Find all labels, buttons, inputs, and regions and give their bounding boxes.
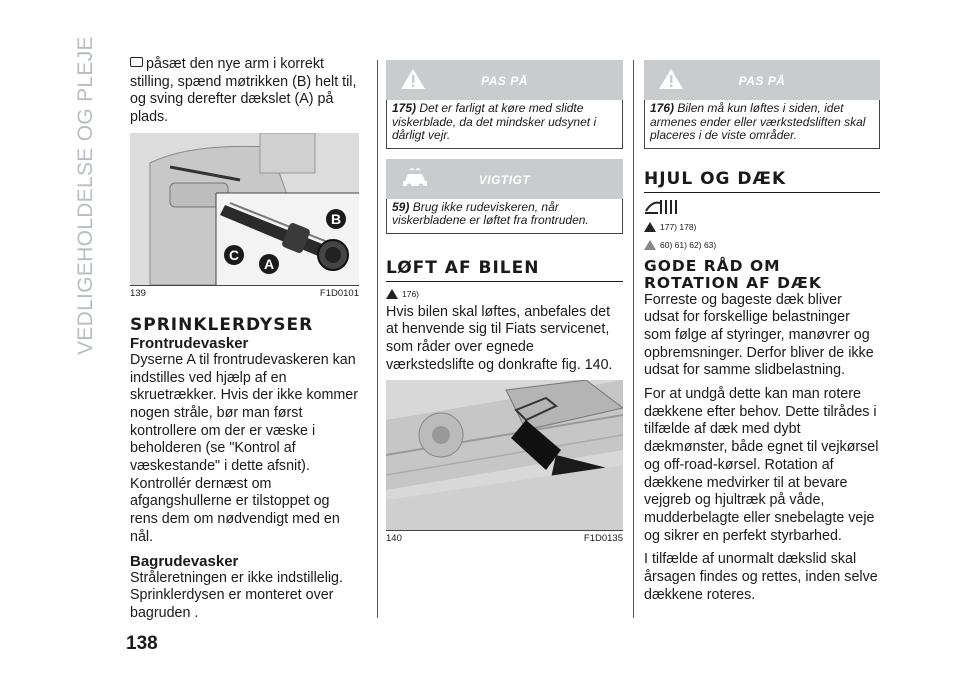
- warning-ref-icon: [386, 289, 398, 299]
- warning-box-176: [644, 60, 880, 149]
- tyre-rotation-para-3: I tilfælde af unormalt dækslid skal årsagen findes og rettes, inden selve dækkene roteres.: [644, 551, 878, 603]
- rear-washer-text: Stråleretningen er ikke indstillelig. Sprinklerdysen er monteret over bagruden .: [130, 569, 343, 621]
- warning-number: 176): [650, 101, 675, 115]
- section-heading-sprinklerdyser: SPRINKLERDYSER: [130, 314, 314, 335]
- tyre-icon: [644, 197, 678, 217]
- figure-number: 139: [130, 287, 146, 299]
- warning-body: [644, 100, 880, 149]
- figure-label-a: A: [263, 255, 275, 272]
- figure-140-caption: [386, 531, 623, 544]
- warning-number: 175): [392, 101, 417, 115]
- subheading-tyre-rotation: GODE RÅD OM ROTATION AF DÆK: [644, 256, 822, 292]
- subheading-front-washer: Frontrudevasker: [130, 334, 249, 352]
- notice-header: [386, 159, 623, 199]
- subheading-rear-washer: Bagrudevasker: [130, 552, 239, 570]
- column-divider: [633, 60, 634, 618]
- figure-code: F1D0101: [319, 287, 359, 299]
- heading-rule: [644, 192, 880, 193]
- notice-box-59: [386, 159, 623, 234]
- column-divider: [377, 60, 378, 618]
- warning-text: Det er farligt at køre med slidte viskerblade, da det mindsker udsynet i dårligt vejr.: [392, 101, 597, 142]
- warning-title: PAS PÅ: [481, 74, 528, 88]
- wiper-arm-illustration: [130, 133, 359, 285]
- tyre-rotation-para-1: Forreste og bageste dæk bliver udsat for forskellige belastninger som følge af styringer, manøvrer og opbremsninger. Derfor bliver de ikke udsat for samme slidbelastning.: [644, 291, 874, 379]
- figure-code: F1D0135: [583, 533, 623, 545]
- section-heading-wheels: HJUL OG DÆK: [644, 168, 787, 189]
- column-3: [644, 60, 880, 610]
- figure-139: [130, 133, 359, 286]
- column-2: [386, 60, 623, 544]
- warning-header: [644, 60, 880, 100]
- lift-text: Hvis bilen skal løftes, anbefales det at henvende sig til Fiats servicenet, som råder over egnede værkstedslifte og donkrafte fig. 140.: [386, 303, 613, 373]
- notice-number: 59): [392, 199, 410, 214]
- lifting-point-illustration: [386, 380, 623, 530]
- warning-header: [386, 60, 623, 100]
- continue-icon: [130, 57, 143, 67]
- warning-title: PAS PÅ: [738, 74, 786, 88]
- intro-paragraph: påsæt den nye arm i korrekt stilling, spænd møtrikken (B) helt til, og sving derefter dækslet (A) på plads.: [130, 56, 357, 126]
- notice-text: Brug ikke rudeviskeren, når viskerbladene er løftet fra frontruden.: [392, 199, 589, 227]
- figure-label-b: B: [330, 210, 342, 227]
- notice-body: [386, 199, 623, 234]
- reference-177-178: 177) 178): [644, 222, 696, 232]
- figure-139-caption: [130, 286, 359, 299]
- warning-ref-icon: [644, 222, 656, 232]
- section-heading-lift: LØFT AF BILEN: [386, 257, 540, 278]
- figure-number: 140: [386, 533, 402, 545]
- notice-title: VIGTIGT: [478, 172, 531, 187]
- heading-rule: [386, 281, 623, 282]
- section-side-title: VEDLIGEHOLDELSE OG PLEJE: [74, 36, 97, 355]
- reference-60-63: 60) 61) 62) 63): [644, 240, 880, 250]
- tyre-rotation-para-2: For at undgå dette kan man rotere dækkene efter behov. Dette tilrådes i tilfælde af dæk med dybt dækmønster, både egnet til vejkørsel og off-road-kørsel. Rotation af dækkene medvirker til at bevare vejgreb og hjultræk på våde, mudderbelagte eller snebelagte veje og sikrer en perfekt styrbarhed.: [644, 386, 879, 544]
- front-washer-text: Dyserne A til frontrudevaskeren kan indstilles ved hjælp af en skruetrækker. Hvis der ikke kommer nogen stråle, bør man først kontrollere om der er væske i beholderen (se "Kontrol af væskestande" i dette afsnit). Kontrollér dernæst om afgangshullerne er tilstoppet og rens dem om nødvendigt med en nål.: [130, 351, 359, 545]
- page-number: 138: [126, 633, 158, 654]
- reference-176: 176): [386, 289, 419, 299]
- warning-box-175: [386, 60, 623, 149]
- warning-body: [386, 100, 623, 149]
- column-1: [130, 54, 359, 629]
- figure-label-c: C: [228, 246, 240, 263]
- notice-ref-icon: [644, 240, 656, 250]
- warning-text: Bilen må kun løftes i siden, idet armenes ender eller værkstedsliften skal placeres i de viste områder.: [650, 101, 866, 142]
- figure-140: [386, 380, 623, 531]
